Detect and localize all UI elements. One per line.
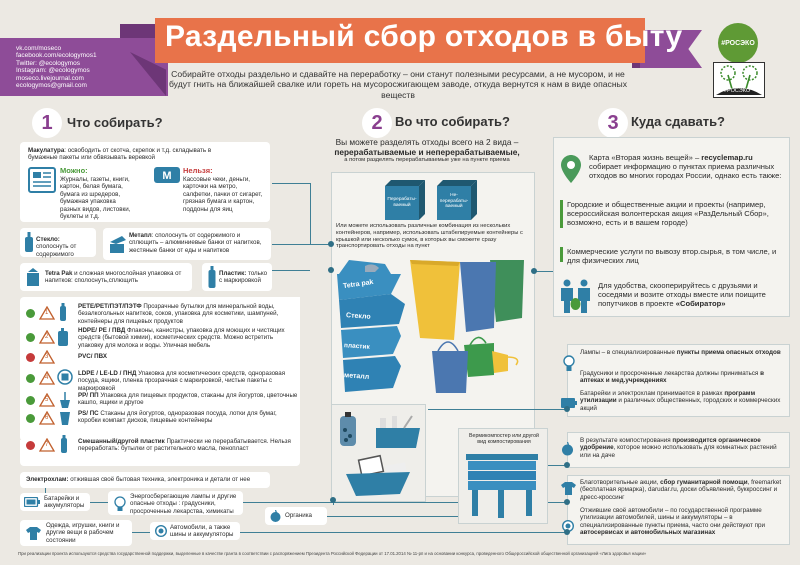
can-list: Журналы, газеты, книги, картон, белая бумага, бумага из шредеров, бумажная упаковка разных видов, листовки, буклеты и т.д. [60,176,131,221]
connector-dot [564,406,570,412]
ewaste-card [20,472,270,488]
page-subtitle: Собирайте отходы раздельно и сдавайте на переработку – они станут полезными ресурсами, а не мусором, и не будут гнить на ближайшей свалке или гореть на мусоросжигающем заводе, откуда вернутся к нам в виде опасных веществ [168,69,628,100]
plastic-type-row: 5 PP/ ПП Упаковка для пищевых продуктов, стаканы для йогуртов, цветочные кашпо, ящики и другое [20,390,300,410]
paper-card [20,142,270,222]
plastic-type-row: 7 Смешанный/другой пластик Практически не перерабатывается. Нельзя переработать: бутылки от растительного масла, пенопласт [20,434,300,454]
compost-where-text: В результате компостирования производится органическое удобрение, которое можно использовать для комнатных растений или на даче [580,437,777,459]
clothes-card [20,520,132,546]
social-instagram[interactable]: Instagram: @ecologymos [16,67,90,75]
plastic-type-row: 6 PS/ ПС Стаканы для йогуртов, одноразовая посуда, лотки для бумаг, коробки компакт дисков, пищевые контейнеры [20,410,300,426]
bin-label-glass: Стекло [345,312,371,321]
can-label: Можно: [60,166,88,175]
organic-text: Органика [285,512,312,519]
connector [272,183,310,184]
connector [90,502,110,503]
lightbulb-icon [563,355,575,371]
step-3-title: Куда сдавать? [631,114,725,129]
bottle-icon [25,232,33,252]
connector-dot [328,241,334,247]
batteries-text: Батарейки и аккумуляторы [44,495,85,510]
ok-face-icon [26,374,35,383]
bag-circle-icon [57,369,73,385]
lightbulb-icon [114,496,126,511]
cannot-list: Кассовые чеки, деньги, карточки на метро, салфетки, пачки от сигарет, грязная бумага и картон, поддоны для яиц [183,176,263,213]
map-pin-icon [561,155,581,183]
hazard-meds-text: Градусники и просроченные лекарства должны приниматься в аптеках и мед.учреждениях [580,370,764,385]
canister-icon [58,328,68,346]
hazard-items-icon [340,412,420,497]
plastic-type-row: 3 PVC/ ПВХ [20,350,300,364]
paper-title: Макулатура [28,147,65,154]
connector-dot [564,462,570,468]
step-1-number: 1 [32,108,62,138]
step-1-title: Что собирать? [67,115,163,130]
connector-dot [531,268,537,274]
bin-label-metal: металл [343,372,370,381]
page-title: Раздельный сбор отходов в быту [165,20,683,53]
apple-icon [270,510,281,522]
connector [310,183,311,245]
bullet-bar [560,200,563,228]
plastic-type-row: 4 LDPE / LE-LD / ПНД Упаковка для косметических средств, одноразовая посуда, ящики, пленка прозрачная с маркировкой, чистые пакеты с маркировкой [20,368,300,388]
hazard-batteries-text: Батарейки и электрохлам принимается в рамках программ утилизации и различных общественных, городских и коммерческих акций [580,390,781,412]
plastic-types-card [20,297,300,441]
step-2-number: 2 [362,108,392,138]
charity-text: Благотворительные акции, сбор гуманитарной помощи, freemarket (бесплатная ярмарка), darudar.ru, доски объявлений, буккроссинг и дресс-кроссинг [580,479,782,501]
ok-face-icon [26,414,35,423]
ok-face-icon [26,396,35,405]
roseco-logo [713,62,765,98]
social-links [16,45,97,89]
social-livejournal[interactable]: moseco.livejournal.com [16,74,84,82]
into-intro: Вы можете разделять отходы всего на 2 вида – перерабатываемые и неперерабатываемые, а потом разделять перерабатываемые уже на пункте приема [334,137,520,163]
plastic-type-row: 1 PETE/PET/ПЭТ/ПЭТФ Прозрачные бутылки для минеральной воды, безалкогольных напитков, соков, упаковка для косметики, шампуней, контейнеры для пищевых продуктов [20,303,300,323]
connector [428,409,568,410]
metal-card [103,228,271,260]
tetrapak-card [20,263,192,291]
bottle-icon [60,303,66,321]
cup-icon [60,410,70,425]
vermicomposter-icon [466,454,538,519]
bad-face-icon [26,353,35,362]
connector-dot [330,497,336,503]
svg-text:M: M [162,170,172,182]
nonrecyclable-cube-label: Не-перерабаты-ваемый [439,193,469,209]
ok-face-icon [26,309,35,318]
metro-card-icon [154,167,180,183]
connector [535,271,555,272]
cooperate-text: Для удобства, скооперируйтесь с друзьями и соседями и возите отходы вместе или поищите попутчиков в проекте «Собиратор» [598,281,766,309]
connector [272,244,310,245]
bin-label-tetrapak: Tetra pak [342,278,374,291]
cars-where-text: Отжившие своё автомобили – по государственной программе утилизации автомобилей, шины и аккумуляторы – в специализированные пункты приема, часто они действуют при автосервисах и автомобильных магазинах [580,507,766,537]
sobirator-link[interactable]: «Собиратор» [675,299,726,309]
carton-icon [26,268,40,286]
footer-note: При реализации проекта используются средства государственной поддержки, выделенные в качестве гранта в соответствии с распоряжением Президента Российской Федерации от 17.01.2014 № 11-рп и на основании конкурса, проведенного Общероссийской общественной организацией «Лига здоровья нации» [18,551,647,556]
cars-text: Автомобили, а также шины и аккумуляторы [170,524,234,539]
newspaper-icon [28,167,56,193]
tetrapak-text: Tetra Pak и сложная многослойная упаковка от напитков: сполоснуть,сплющить [45,270,182,285]
paper-description: Макулатура: освободить от скотча, скрепок и т.д. складывать в бумажные пакеты или обвязывать веревкой [28,147,212,162]
apple-icon [561,442,574,456]
metal-text: Метапл: сполоснуть от содержимого и сплющить – алюминиевые банки от напитков, жестяные банки от еды и напитков [129,232,262,254]
tshirt-icon [26,527,41,540]
step-2-title: Во что собирать? [395,114,510,129]
roseco-badge: #РОСЭКО [718,23,758,63]
social-email[interactable]: ecologymos@gmail.com [16,82,87,90]
shopping-bags-icon [430,335,530,395]
hazard-lamps-text: Лампы – в специализированные пункты приема опасных отходов [580,349,781,356]
plastic-card [202,263,272,291]
oil-bottle-icon [61,435,67,453]
lamps-text: Энергосберегающие лампы и другие опасные отходы : градусники, просроченные лекарства, химикаты [130,493,237,515]
connector [130,532,150,533]
commercial-text: Коммерческие услуги по вывозу втор.сырья, в том числе, и для физических лиц [567,247,777,266]
tshirt-icon [561,482,576,495]
connector-dot [564,499,570,505]
clothes-text: Одежда, игрушки, книги и другие вещи в рабочем состоянии [46,522,120,544]
people-icon [559,279,593,313]
social-vk[interactable]: vk.com/moseco [16,45,62,52]
bullet-bar [560,247,563,262]
roseco-logo-text: #РОСЭКО [724,88,751,94]
flower-pot-icon [59,392,71,408]
glass-card [20,228,96,257]
social-twitter[interactable]: Twitter: @ecologymos [16,59,81,67]
bad-face-icon [26,441,35,450]
bin-label-plastic: пластик [343,342,370,351]
city-actions-text: Городские и общественные акции и проекты (например, всероссийская волонтерская акция «РазДельный Сбор», возможно, есть и в вашем городе) [567,200,769,228]
recyclable-cube-label: Перерабаты-ваемый [387,197,417,208]
plastic-types-card-bottom [20,440,300,466]
social-facebook[interactable]: facebook.com/ecologymos1 [16,52,97,60]
organic-card [265,507,327,525]
connector [327,516,477,517]
recyclemap-link[interactable]: recyclemap.ru [701,153,753,162]
ok-face-icon [26,333,35,342]
map-text: Карта «Вторая жизнь вещей» – recyclemap.ru собирает информацию о пунктах приема различных отходов во многих городах России, однако есть также: [589,153,782,181]
compost-label: Вермикомпостер или другой вид компостирования [468,433,539,446]
lamps-card [108,491,243,515]
connector [270,270,310,271]
plastic-bottle-icon [208,266,216,288]
tire-icon [155,525,167,537]
plastic-type-row: 2 HDPE/ PE / ПВД Флаконы, канистры, упаковка для моющих и чистящих средств (бытовой химии), косметических средств. Можно встретить упаковку для молока и воды. Уличная мебель [20,327,300,347]
battery-icon [24,497,40,507]
glass-text: Стекло: сполоснуть от содержимого [36,236,77,258]
step-3-number: 3 [598,108,628,138]
connector [238,532,568,533]
connector-dot [328,267,334,273]
can-icon [108,234,128,254]
ewaste-text: Электрохлам: отжившая своё бытовая техника, электроника и детали от нее [26,476,251,483]
plastic-text: Пластик: только с маркировкой [219,270,268,285]
batteries-card [20,493,90,511]
connector-dot [564,529,570,535]
cars-card [150,522,240,540]
cannot-label: Нельзя: [183,166,213,175]
combo-text: Или можете использовать различные комбинация из нескольких контейнеров, например, использовать штабелируемые контейнеры с крышкой или несколько сумок, в которых вы сможете сразу транспортировать отходы на пункт [336,223,523,250]
